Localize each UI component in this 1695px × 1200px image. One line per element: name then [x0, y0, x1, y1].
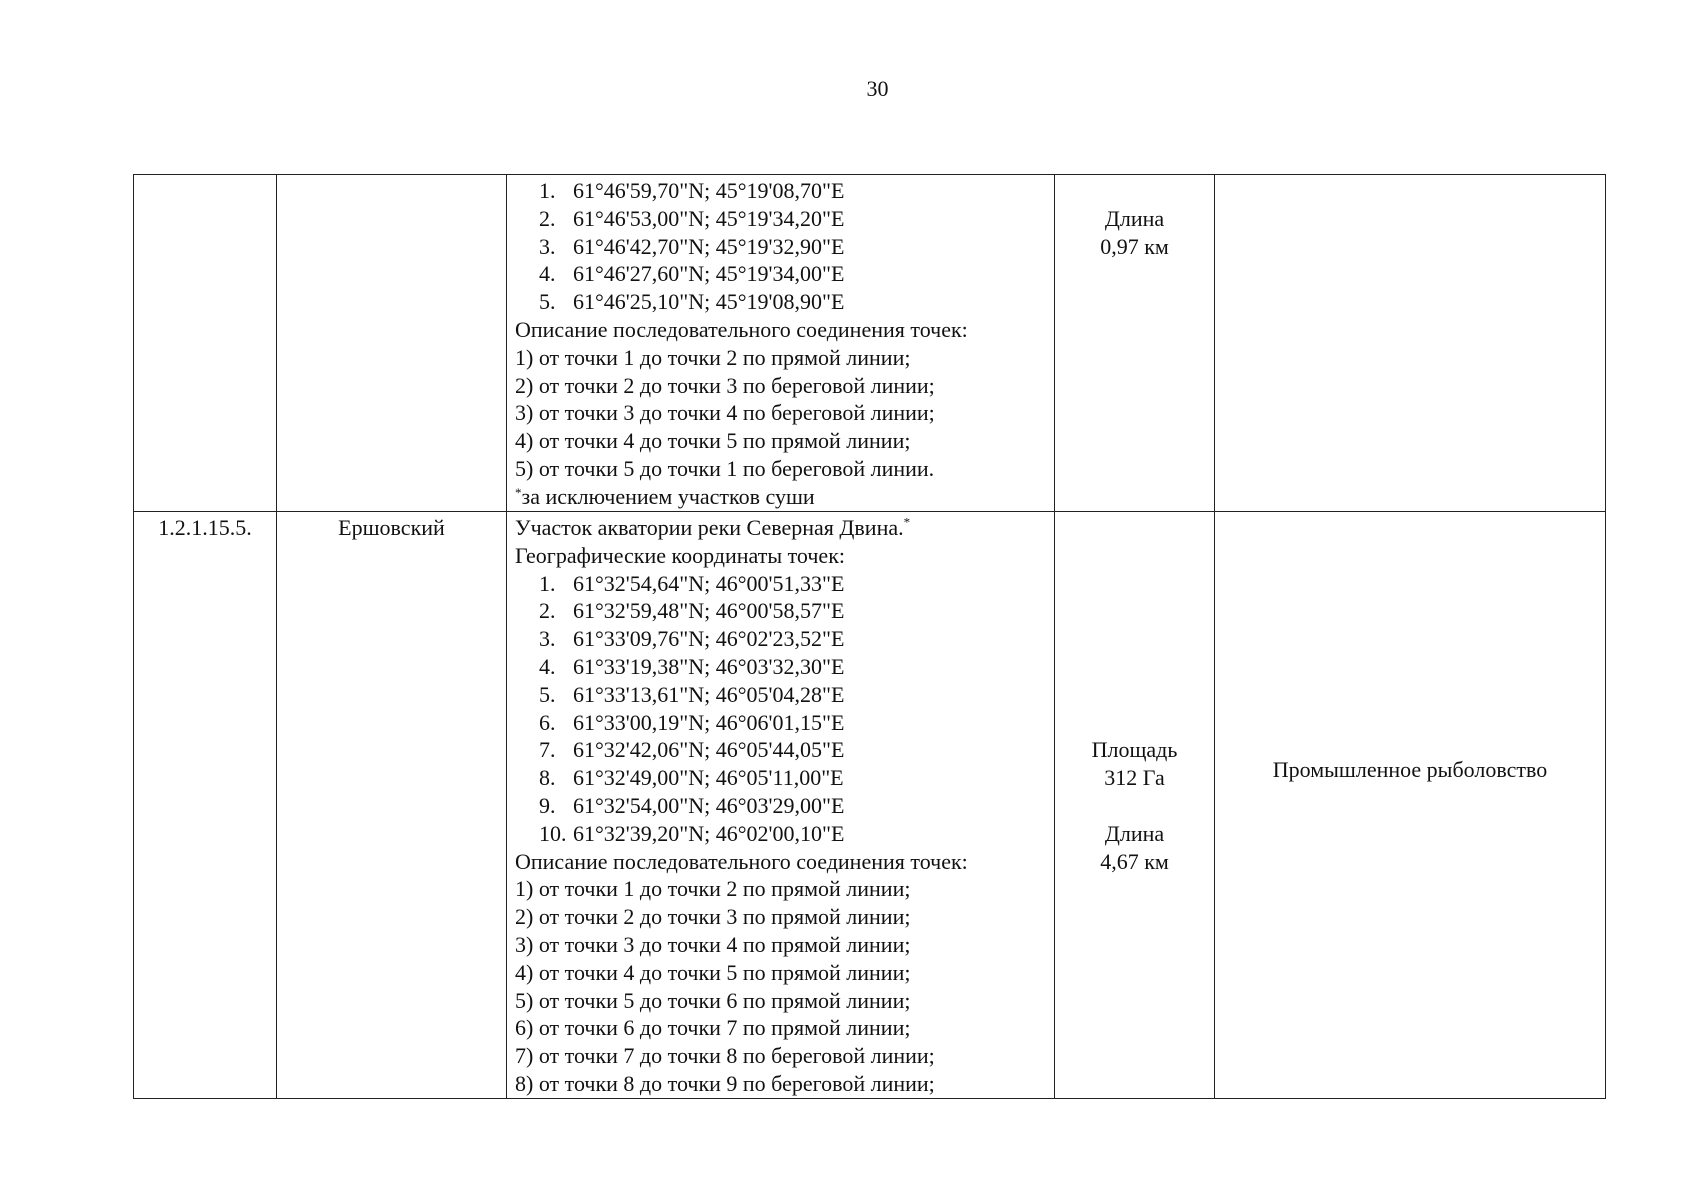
table-row: [134, 175, 1606, 512]
connection-item: 5) от точки 5 до точки 1 по береговой линии.: [515, 455, 935, 481]
connection-item: 3) от точки 3 до точки 4 по береговой линии;: [515, 400, 935, 426]
length-value: 4,67 км: [1100, 848, 1169, 874]
connection-title: Описание последовательного соединения точек:: [515, 316, 968, 342]
coordinate-item: 3. 61°46'42,70"N; 45°19'32,90"E: [539, 233, 845, 259]
length-label: Длина: [1104, 820, 1165, 846]
coordinate-item: 5. 61°33'13,61"N; 46°05'04,28"E: [539, 681, 845, 707]
area-value: 312 Га: [1104, 765, 1165, 791]
connection-item: 8) от точки 8 до точки 9 по береговой линии;: [515, 1070, 935, 1096]
coordinate-item: 4. 61°33'19,38"N; 46°03'32,30"E: [539, 653, 845, 679]
connection-item: 2) от точки 2 до точки 3 по прямой линии;: [515, 904, 911, 930]
area-description-cell: [507, 175, 1055, 512]
connection-item: 6) от точки 6 до точки 7 по прямой линии;: [515, 1015, 911, 1041]
length-label: Длина: [1104, 205, 1165, 231]
area-parameters-cell: [1055, 175, 1215, 512]
connection-item: 3) от точки 3 до точки 4 по прямой линии;: [515, 931, 911, 957]
fishing-areas-table: [133, 174, 1606, 1099]
coordinate-item: 10. 61°32'39,20"N; 46°02'00,10"E: [539, 820, 845, 846]
connection-item: 4) от точки 4 до точки 5 по прямой линии;: [515, 959, 911, 985]
connection-item: 2) от точки 2 до точки 3 по береговой линии;: [515, 372, 935, 398]
use-value: Промышленное рыболовство: [1272, 757, 1548, 783]
coordinate-item: 2. 61°32'59,48"N; 46°00'58,57"E: [539, 598, 845, 624]
connection-item: 1) от точки 1 до точки 2 по прямой линии;: [515, 876, 911, 902]
area-name-cell: Ершовский: [277, 512, 507, 1099]
area-title: Участок акватории реки Северная Двина.*: [515, 514, 911, 540]
coordinates-title: Географические координаты точек:: [515, 542, 845, 568]
area-label: Площадь: [1091, 737, 1178, 763]
area-name-cell: [277, 175, 507, 512]
area-parameters-cell: [1055, 512, 1215, 1099]
length-value: 0,97 км: [1100, 233, 1169, 259]
coordinate-item: 9. 61°32'54,00"N; 46°03'29,00"E: [539, 792, 845, 818]
area-description-cell: [507, 512, 1055, 1099]
connection-item: 4) от точки 4 до точки 5 по прямой линии;: [515, 428, 911, 454]
coordinate-item: 2. 61°46'53,00"N; 45°19'34,20"E: [539, 205, 845, 231]
coordinate-item: 3. 61°33'09,76"N; 46°02'23,52"E: [539, 626, 845, 652]
table-row: [134, 512, 1606, 1099]
footnote-mark: *: [515, 484, 522, 500]
coordinate-item: 5. 61°46'25,10"N; 45°19'08,90"E: [539, 289, 845, 315]
footnote-text: за исключением участков суши: [521, 483, 815, 509]
area-number-cell: 1.2.1.15.5.: [134, 512, 277, 1099]
footnote: [515, 483, 1046, 511]
connection-item: 1) от точки 1 до точки 2 по прямой линии;: [515, 344, 911, 370]
connection-item: 7) от точки 7 до точки 8 по береговой линии;: [515, 1043, 935, 1069]
area-use-cell: [1215, 175, 1606, 512]
area-use-cell: [1215, 512, 1606, 1099]
footnote-mark: *: [903, 514, 911, 530]
area-number-cell: [134, 175, 277, 512]
coordinate-item: 4. 61°46'27,60"N; 45°19'34,00"E: [539, 261, 845, 287]
coordinate-item: 1. 61°32'54,64"N; 46°00'51,33"E: [539, 570, 845, 596]
coordinate-item: 6. 61°33'00,19"N; 46°06'01,15"E: [539, 709, 845, 735]
coordinate-item: 8. 61°32'49,00"N; 46°05'11,00"E: [539, 765, 844, 791]
connection-title: Описание последовательного соединения точек:: [515, 848, 968, 874]
coordinate-item: 1. 61°46'59,70"N; 45°19'08,70"E: [539, 178, 845, 203]
coordinate-item: 7. 61°32'42,06"N; 46°05'44,05"E: [539, 737, 845, 763]
page-number: 30: [866, 76, 889, 101]
connection-item: 5) от точки 5 до точки 6 по прямой линии;: [515, 987, 911, 1013]
